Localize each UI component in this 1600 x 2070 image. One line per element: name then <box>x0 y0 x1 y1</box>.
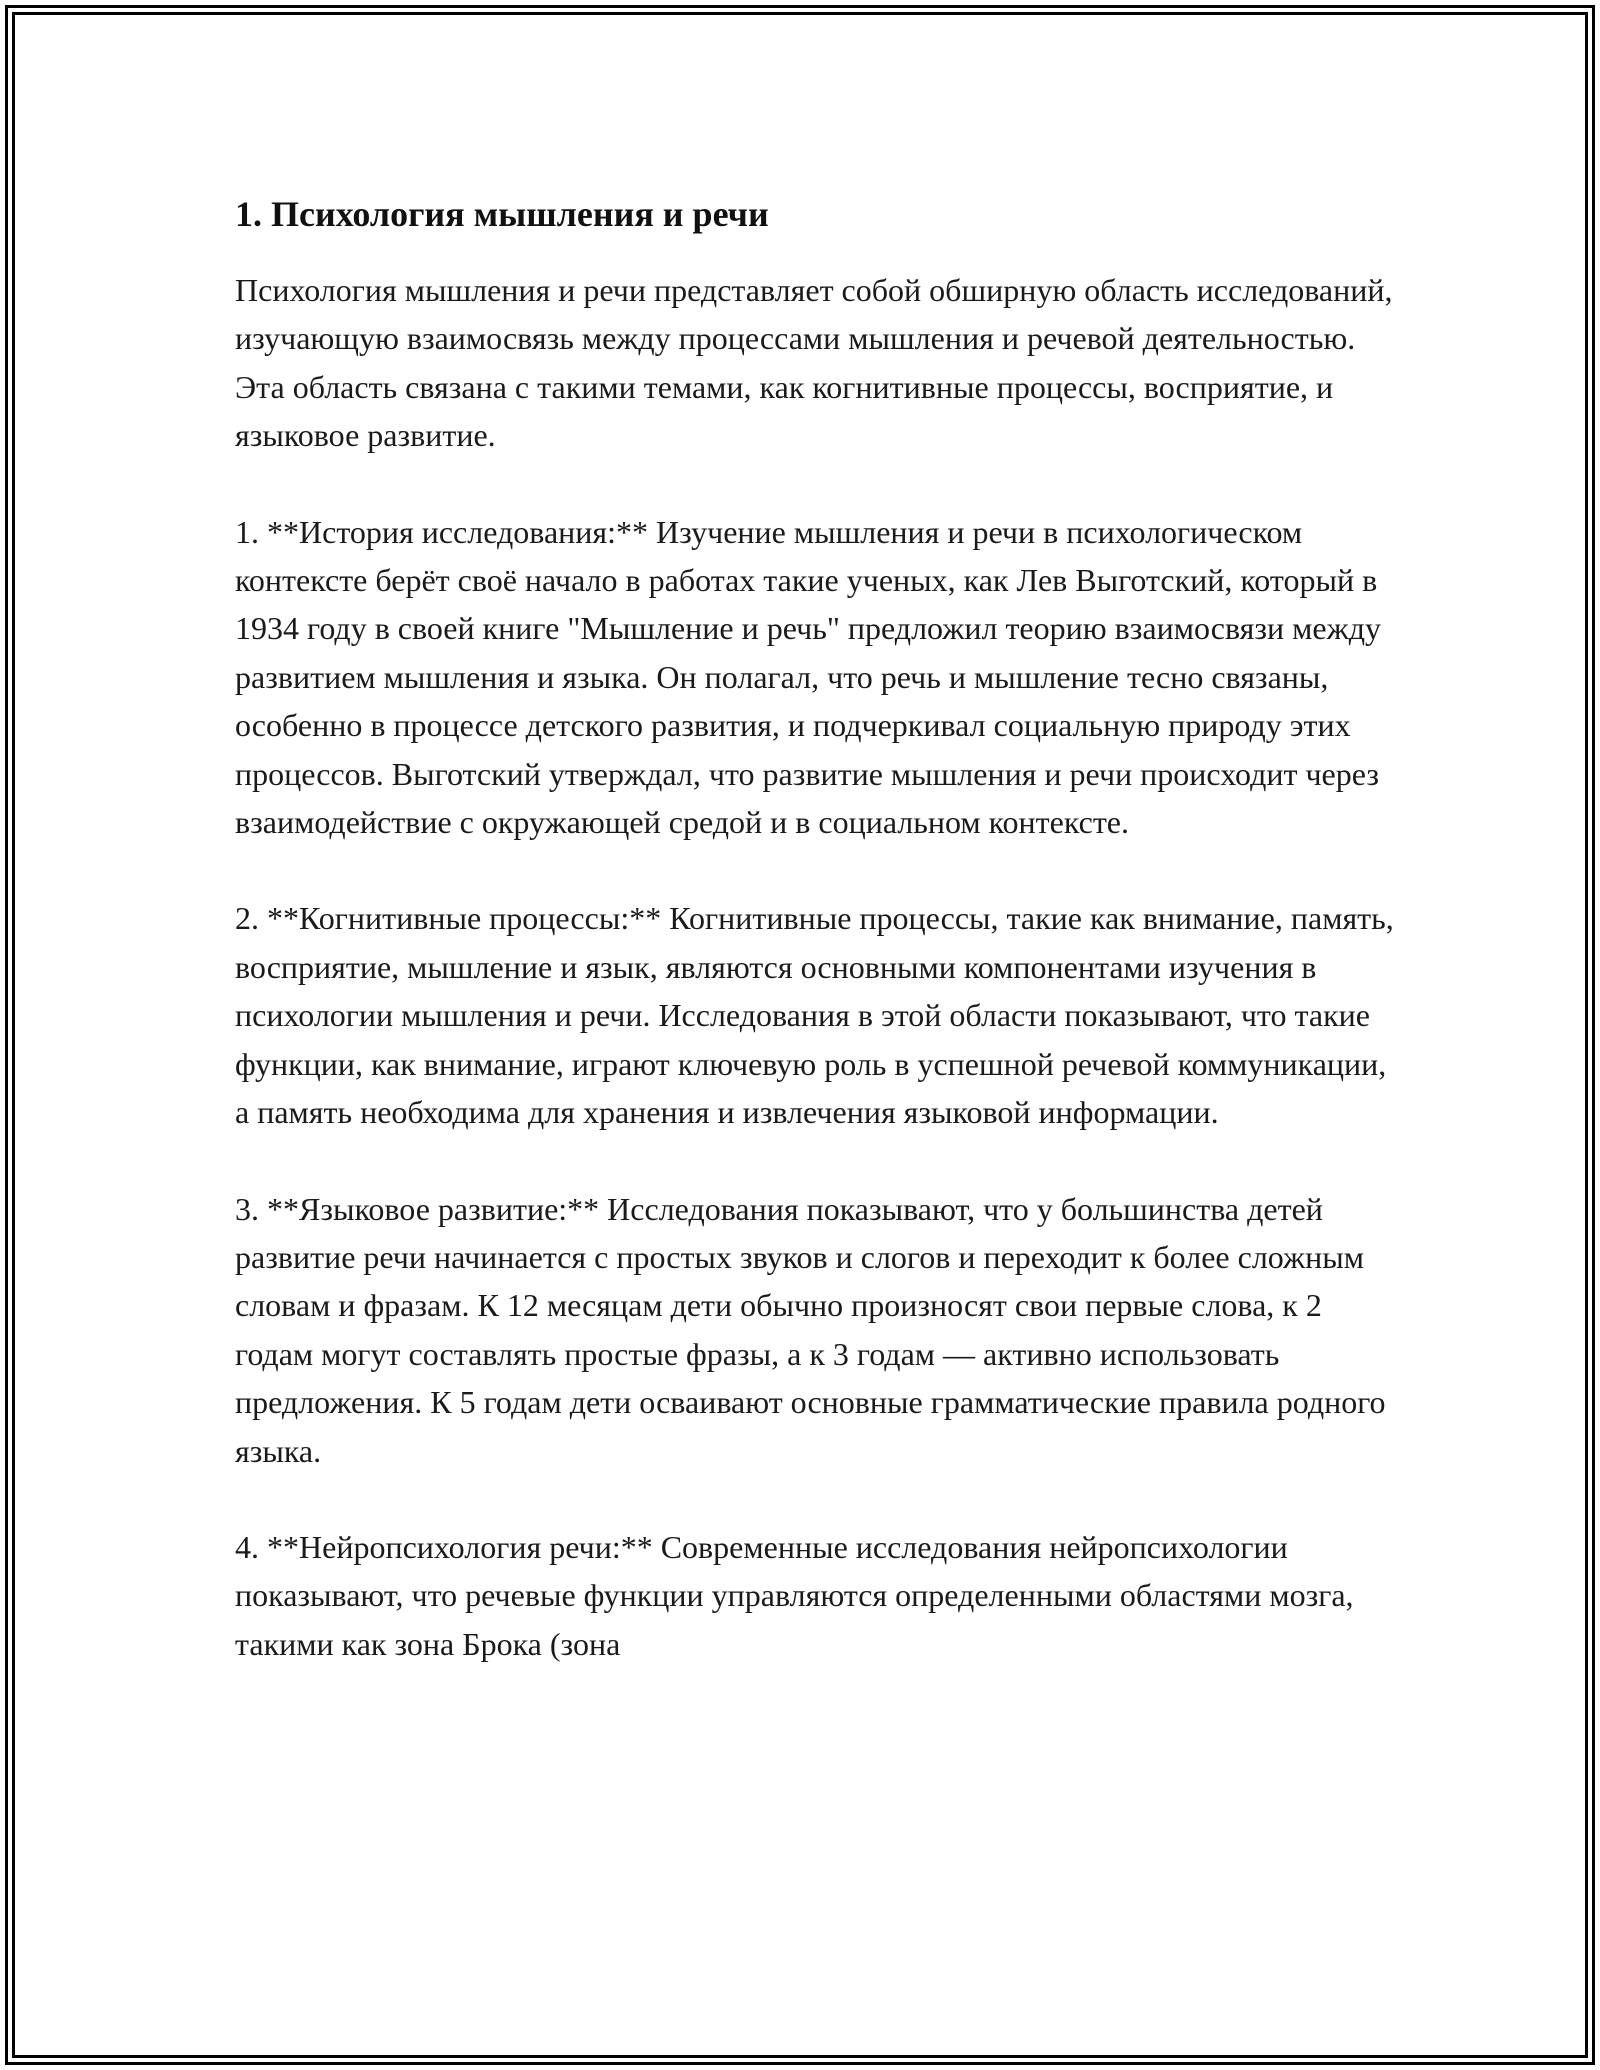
document-title: 1. Психология мышления и речи <box>235 194 769 234</box>
paragraph-cognitive-processes: 2. **Когнитивные процессы:** Когнитивные процессы, такие как внимание, память, восприятие, мышление и язык, являются основными компонентами изучения в психологии мышления и речи. Исследования в этой области показывают, что такие функции, как внимание, играют ключевую роль в успешной речевой коммуникации, а память необходима для хранения и извлечения языковой информации. <box>235 900 1394 1131</box>
paragraph-history: 1. **История исследования:** Изучение мышления и речи в психологическом контексте берёт своё начало в работах такие ученых, как Лев Выготский, который в 1934 году в своей книге "Мышление и речь" предложил теорию взаимосвязи между развитием мышления и языка. Он полагал, что речь и мышление тесно связаны, особенно в процессе детского развития, и подчеркивал социальную природу этих процессов. Выготский утверждал, что развитие мышления и речи происходит через взаимодействие с окружающей средой и в социальном контексте. <box>235 513 1381 841</box>
paragraph-intro: Психология мышления и речи представляет собой обширную область исследований, изучающую взаимосвязь между процессами мышления и речевой деятельностью. Эта область связана с такими темами, как когнитивные процессы, восприятие, и языковое развитие. <box>235 272 1393 454</box>
document-body <box>235 186 1395 1716</box>
paragraph-neuropsychology: 4. **Нейропсихология речи:** Современные исследования нейропсихологии показывают, что речевые функции управляются определенными областями мозга, такими как зона Брока (зона <box>235 1528 1354 1662</box>
paragraph-language-development: 3. **Языковое развитие:** Исследования показывают, что у большинства детей развитие речи начинается с простых звуков и слогов и переходит к более сложным словам и фразам. К 12 месяцам дети обычно произносят свои первые слова, к 2 годам могут составлять простые фразы, а к 3 годам — активно использовать предложения. К 5 годам дети осваивают основные грамматические правила родного языка. <box>235 1190 1386 1469</box>
